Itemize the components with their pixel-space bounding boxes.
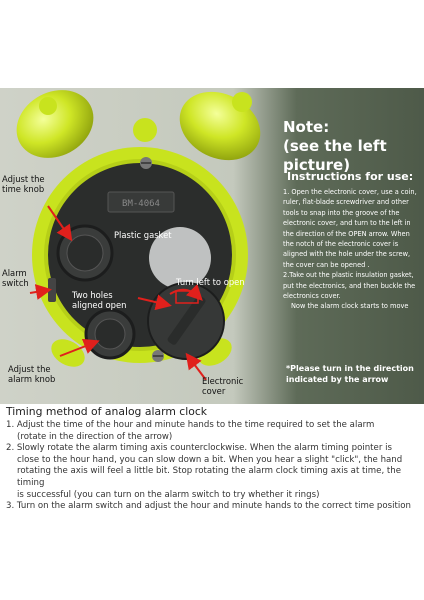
timing-item-1b: (rotate in the direction of the arrow) (17, 431, 173, 442)
alarm-switch[interactable] (48, 278, 56, 302)
model-text: BM-4064 (122, 199, 160, 209)
product-photo (0, 88, 424, 404)
label-adjust-alarm: Adjust the alarm knob (8, 364, 56, 384)
timing-item-3: 3. Turn on the alarm switch and adjust the hour and minute hands to the correct time position (6, 501, 411, 512)
label-electronic-cover: Electronic cover (202, 376, 244, 396)
timing-list (6, 420, 420, 513)
turn-direction-note: *Please turn in the direction indicated by the arrow (286, 364, 414, 384)
instructions-title: Instructions for use: (287, 170, 414, 183)
note-title (283, 118, 423, 175)
left-bell (5, 88, 106, 171)
timing-item-2: 2. Slowly rotate the alarm timing axis counterclockwise. When the alarm timing pointer is (6, 443, 392, 454)
label-plastic-gasket: Plastic gasket (114, 230, 172, 240)
timing-item-2b: close to the hour hand, you can slow down a bit. When you hear a slight "click", the hand (17, 454, 403, 465)
label-two-holes: Two holes aligned open (72, 290, 127, 310)
note-heading: Note: (283, 118, 330, 136)
instruction-step-2: 2.Take out the plastic insulation gasket, put the electronics, and then buckle the electronics cover. (283, 271, 416, 301)
timing-item-1: 1. Adjust the time of the hour and minute hands to the time required to set the alarm (6, 420, 375, 430)
timing-item-2d: is successful (you can turn on the alarm switch to try whether it rings) (17, 489, 320, 500)
timing-item-2c: rotating the axis will feel a little bit. Stop rotating the alarm clock timing axis at time, the timing (17, 466, 402, 488)
label-adjust-time: Adjust the time knob (2, 174, 45, 194)
instruction-step-1: 1. Open the electronic cover, use a coin, ruler, flat-blade screwdriver and other tools to snap into the groove of the electronic cover, and turn to the left in the direction of the OPEN arrow. When the notch of the electronic cover is aligned with the hole under the screw, the cover can be opened . (283, 188, 417, 269)
handle-knob (133, 118, 157, 142)
label-turn-left: Turn left to open (176, 277, 245, 287)
timing-title: Timing method of analog alarm clock (6, 405, 208, 418)
note-subtitle: (see the left picture) (283, 137, 387, 174)
instructions-body (283, 187, 421, 312)
instruction-step-2b: Now the alarm clock starts to move (291, 302, 409, 311)
label-alarm-switch: Alarm switch (2, 268, 29, 288)
